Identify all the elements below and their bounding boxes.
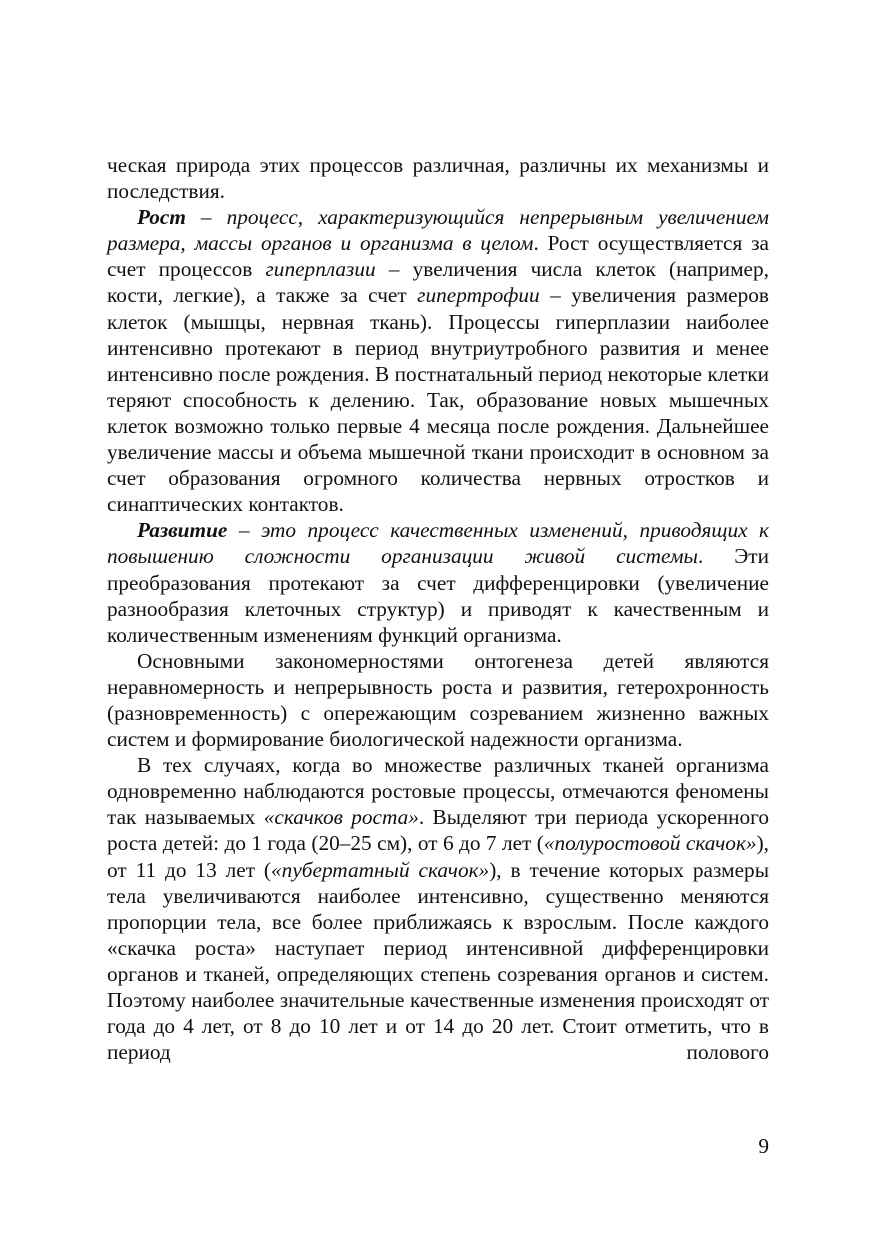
term-pubertal-spurt: «пубертатный скачок» (271, 857, 490, 882)
paragraph-growth-spurts (107, 752, 769, 1065)
term-development: Развитие (137, 518, 228, 543)
definition-development: – это процесс качественных изменений, приводящих к повышению сложности организации живой системы (107, 518, 769, 569)
page-number: 9 (758, 1134, 769, 1158)
term-hypertrophy: гипертрофии (417, 283, 540, 308)
term-growth-spurts: «скачков роста» (263, 805, 419, 830)
paragraph-text: ), от 11 до 13 лет ( (107, 831, 769, 882)
paragraph-text: ), в течение которых размеры тела увеличиваются наиболее интенсивно, существенно меняются пропорции тела, все более приближаясь к взрослым. После каждого «скачка роста» наступает период интенсивной дифференцировки органов и тканей, определяющих степень созревания органов и систем. Поэтому наиболее значительные качественные изменения происходят от года до 4 лет, от 8 до 10 лет и от 14 до 20 лет. Стоит отметить, что в период полового (107, 857, 770, 1065)
paragraph-continuation (107, 152, 769, 204)
term-growth: Рост (137, 205, 186, 230)
term-half-growth-spurt: «полуростовой скачок» (543, 831, 757, 856)
paragraph-text: ческая природа этих процессов различная, различны их механизмы и последствия. (107, 153, 769, 204)
paragraph-development (107, 517, 769, 647)
paragraph-text: – увеличения числа клеток (например, кости, легкие), а также за счет (107, 257, 769, 308)
paragraph-growth (107, 204, 769, 517)
paragraph-text: В тех случаях, когда во множестве различных тканей организма одновременно наблюдаются ростовые процессы, отмечаются феномены так называемых (107, 753, 769, 830)
term-hyperplasia: гиперплазии (265, 257, 376, 282)
paragraph-text: Основными закономерностями онтогенеза детей являются неравномерность и непрерывность роста и развития, гетерохронность (разновременность) с опережающим созреванием жизненно важных систем и формирование биологической надежности организма. (107, 648, 769, 752)
definition-growth: – процесс, характеризующийся непрерывным увеличением размера, массы органов и организма в целом (107, 205, 769, 256)
page-body (107, 152, 769, 1065)
paragraph-text: . Эти преобразования протекают за счет дифференцировки (увеличение разнообразия клеточных структур) и приводят к качественным и количественным изменениям функций организма. (107, 544, 769, 647)
paragraph-text: – увеличения размеров клеток (мышцы, нервная ткань). Процессы гиперплазии наиболее интенсивно протекают в период внутриутробного развития и менее интенсивно после рождения. В постнатальный период некоторые клетки теряют способность к делению. Так, образование новых мышечных клеток возможно только первые 4 месяца после рождения. Дальнейшее увеличение массы и объема мышечной ткани происходит в основном за счет образования огромного количества нервных отростков и синаптических контактов. (107, 283, 769, 517)
paragraph-text: . Выделяют три периода ускоренного роста детей: до 1 года (20–25 см), от 6 до 7 лет ( (107, 805, 769, 856)
paragraph-ontogenesis (107, 648, 769, 752)
paragraph-text: . Рост осуществляется за счет процессов (107, 231, 769, 282)
